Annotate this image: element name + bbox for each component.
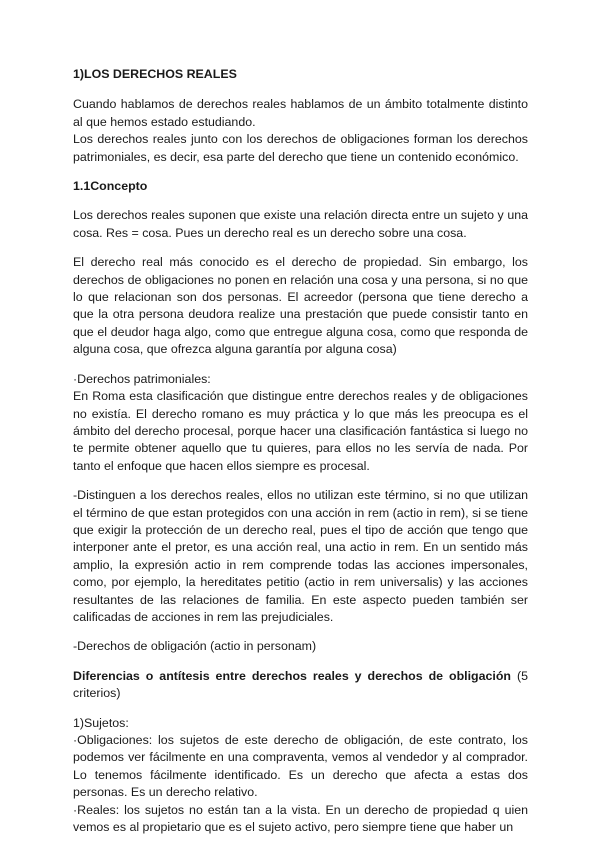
patrimoniales-label: ·Derechos patrimoniales: xyxy=(73,371,211,386)
obligacion-line: -Derechos de obligación (actio in personam) xyxy=(73,639,317,654)
reales-paragraph: -Distinguen a los derechos reales, ellos no utilizan este término, si no que utilizan el término de que estan protegidos con una acción in rem (actio in rem), si se tiene que exigir la protección de un derecho real, pues el tipo de acción que tengo que interponer ante el pretor, es una acción real, una actio in rem. En un sentido más amplio, la expresión actio in rem comprende todas las acciones impersonales, como, por ejemplo, la hereditates petitio (actio in rem universalis) y las acciones resultantes de las relaciones de familia. En este aspecto pueden también ser calificadas de acciones in rem las prejudiciales. xyxy=(73,488,528,624)
intro-section xyxy=(73,96,528,166)
diferencias-heading xyxy=(73,668,528,703)
diferencias-title: Diferencias o antítesis entre derechos reales y derechos de obligación xyxy=(73,668,511,683)
diferencias-note: (5 criterios) xyxy=(73,668,528,701)
sujetos-reales: ·Reales: los sujetos no están tan a la vista. En un derecho de propiedad q uien vemos es al propietario que es el sujeto activo, pero siempre tiene que haber un xyxy=(73,802,528,835)
patrimoniales-text: En Roma esta clasificación que distingue entre derechos reales y de obligaciones no existía. El derecho romano es muy práctica y lo que más les preocupa es el ámbito del derecho procesal, porque hacer una clasificación fantástica si luego no te permite obtener aquello que tu quieres, para ellos no les servía de nada. Por tanto el enfoque que hacen ellos siempre es procesal. xyxy=(73,389,528,473)
concepto-heading: 1.1Concepto xyxy=(73,179,148,194)
document-page xyxy=(73,66,528,848)
intro-paragraph-2: Los derechos reales junto con los derechos de obligaciones forman los derechos patrimoniales, es decir, esa parte del derecho que tiene un contenido económico. xyxy=(73,132,528,164)
patrimoniales-section xyxy=(73,371,528,475)
sujetos-heading: 1)Sujetos: xyxy=(73,715,129,730)
document-title: 1)LOS DERECHOS REALES xyxy=(73,67,237,81)
sujetos-section xyxy=(73,715,528,837)
concepto-paragraph-1: Los derechos reales suponen que existe una relación directa entre un sujeto y una cosa. Res = cosa. Pues un derecho real es un derecho sobre una cosa. xyxy=(73,208,528,240)
concepto-paragraph-2: El derecho real más conocido es el derecho de propiedad. Sin embargo, los derechos de obligaciones no ponen en relación una cosa y una persona, si no que lo que relacionan son dos personas. El acreedor (persona que tiene derecho a que la otra persona deudora realize una prestación que puede consistir tanto en que el deudor haga algo, como que entregue alguna cosa, como que responda de alguna cosa, que ofrezca alguna garantía por alguna cosa) xyxy=(73,255,528,357)
intro-paragraph-1: Cuando hablamos de derechos reales hablamos de un ámbito totalmente distinto al que hemos estado estudiando. xyxy=(73,97,528,129)
sujetos-obligaciones: ·Obligaciones: los sujetos de este derecho de obligación, de este contrato, los podemos ver fácilmente en una compraventa, vemos al vendedor y al comprador. Lo tenemos fácilmente identificado. Es un derecho que afecta a estas dos personas. Es un derecho relativo. xyxy=(73,733,528,800)
